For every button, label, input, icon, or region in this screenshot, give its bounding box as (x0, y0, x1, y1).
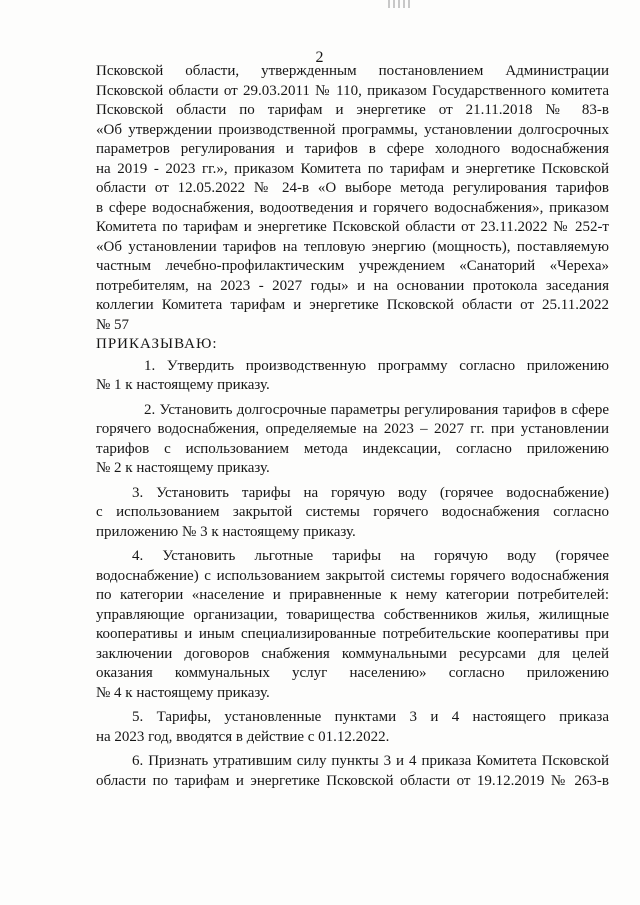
item-line: 3. Установить тарифы на горячую воду (горячее водоснабжение) (132, 484, 609, 501)
text-line: «Об установлении тарифов на тепловую энергию (мощность), поставляемую (96, 238, 609, 255)
decree-heading: ПРИКАЗЫВАЮ: (96, 336, 218, 352)
text-line: Комитета по тарифам и энергетике Псковской области от 23.11.2022 № 252-т (96, 219, 609, 235)
text-line: Псковской области от 29.03.2011 № 110, приказом Государственного комитета (96, 82, 609, 99)
item-line: № 2 к настоящему приказу. (96, 460, 270, 476)
item-line: 6. Признать утратившим силу пункты 3 и 4 приказа Комитета Псковской (132, 753, 609, 769)
item-line: кооперативы и иным специализированные потребительские кооперативы при (96, 626, 609, 642)
item-6 (96, 752, 609, 791)
item-1 (96, 357, 609, 396)
item-4 (96, 547, 609, 703)
item-line: с использованием закрытой системы горячего водоснабжения согласно (96, 504, 609, 520)
item-line: приложению № 3 к настоящему приказу. (96, 523, 356, 540)
item-line: горячего водоснабжения, определяемые на 2023 – 2027 гг. при установлении (96, 421, 609, 437)
text-line: на 2019 - 2023 гг.», приказом Комитета по тарифам и энергетике Псковской (96, 160, 609, 177)
item-line: 4. Установить льготные тарифы на горячую воду (горячее (132, 548, 609, 564)
item-line: тарифов с использованием метода индексации, согласно приложению (96, 440, 609, 457)
item-line: области по тарифам и энергетике Псковской области от 19.12.2019 № 263-в (96, 772, 609, 789)
text-line: потребителям, на 2023 - 2027 годы» и на основании протокола заседания (96, 277, 609, 294)
text-line: параметров регулирования и тарифов в сфере холодного водоснабжения (96, 141, 609, 157)
text-line: области от 12.05.2022 № 24-в «О выборе метода регулирования тарифов (96, 180, 609, 196)
text-line: Псковской области, утвержденным постановлением Администрации (96, 63, 609, 79)
text-line: в сфере водоснабжения, водоотведения и горячего водоснабжения», приказом (96, 199, 609, 216)
text-line: Псковской области по тарифам и энергетике от 21.11.2018 № 83-в (96, 102, 609, 118)
item-line: 1. Утвердить производственную программу согласно приложению (144, 357, 609, 374)
item-line: № 4 к настоящему приказу. (96, 684, 270, 701)
item-line: на 2023 год, вводятся в действие с 01.12.2022. (96, 728, 390, 745)
item-line: водоснабжение) с использованием закрытой системы горячего водоснабжения (96, 567, 609, 584)
intro-paragraph (96, 62, 609, 335)
item-line: заключении договоров снабжения коммунальными ресурсами для целей (96, 645, 609, 662)
text-line: № 57 (96, 316, 130, 333)
page-number: 2 (315, 49, 325, 66)
item-3 (96, 484, 609, 543)
item-2 (96, 401, 609, 479)
item-line: управляющие организации, товарищества собственников жилья, жилищные (96, 606, 609, 623)
item-line: 2. Установить долгосрочные параметры регулирования тарифов в сфере (144, 401, 609, 418)
item-line: оказания коммунальных услуг населению» согласно приложению (96, 665, 609, 681)
item-line: 5. Тарифы, установленные пунктами 3 и 4 настоящего приказа (132, 709, 609, 725)
item-line: № 1 к настоящему приказу. (96, 377, 270, 393)
text-line: частным лечебно-профилактическим учреждением «Санаторий «Череха» (96, 258, 609, 274)
item-line: по категории «население и приравненные к нему категории потребителей: (96, 587, 609, 603)
text-line: коллегии Комитета тарифам и энергетике Псковской области от 25.11.2022 (96, 297, 609, 313)
text-line: «Об утверждении производственной программы, установлении долгосрочных (96, 121, 609, 138)
document-body (96, 62, 609, 791)
item-5 (96, 708, 609, 747)
scan-mark (388, 0, 412, 8)
